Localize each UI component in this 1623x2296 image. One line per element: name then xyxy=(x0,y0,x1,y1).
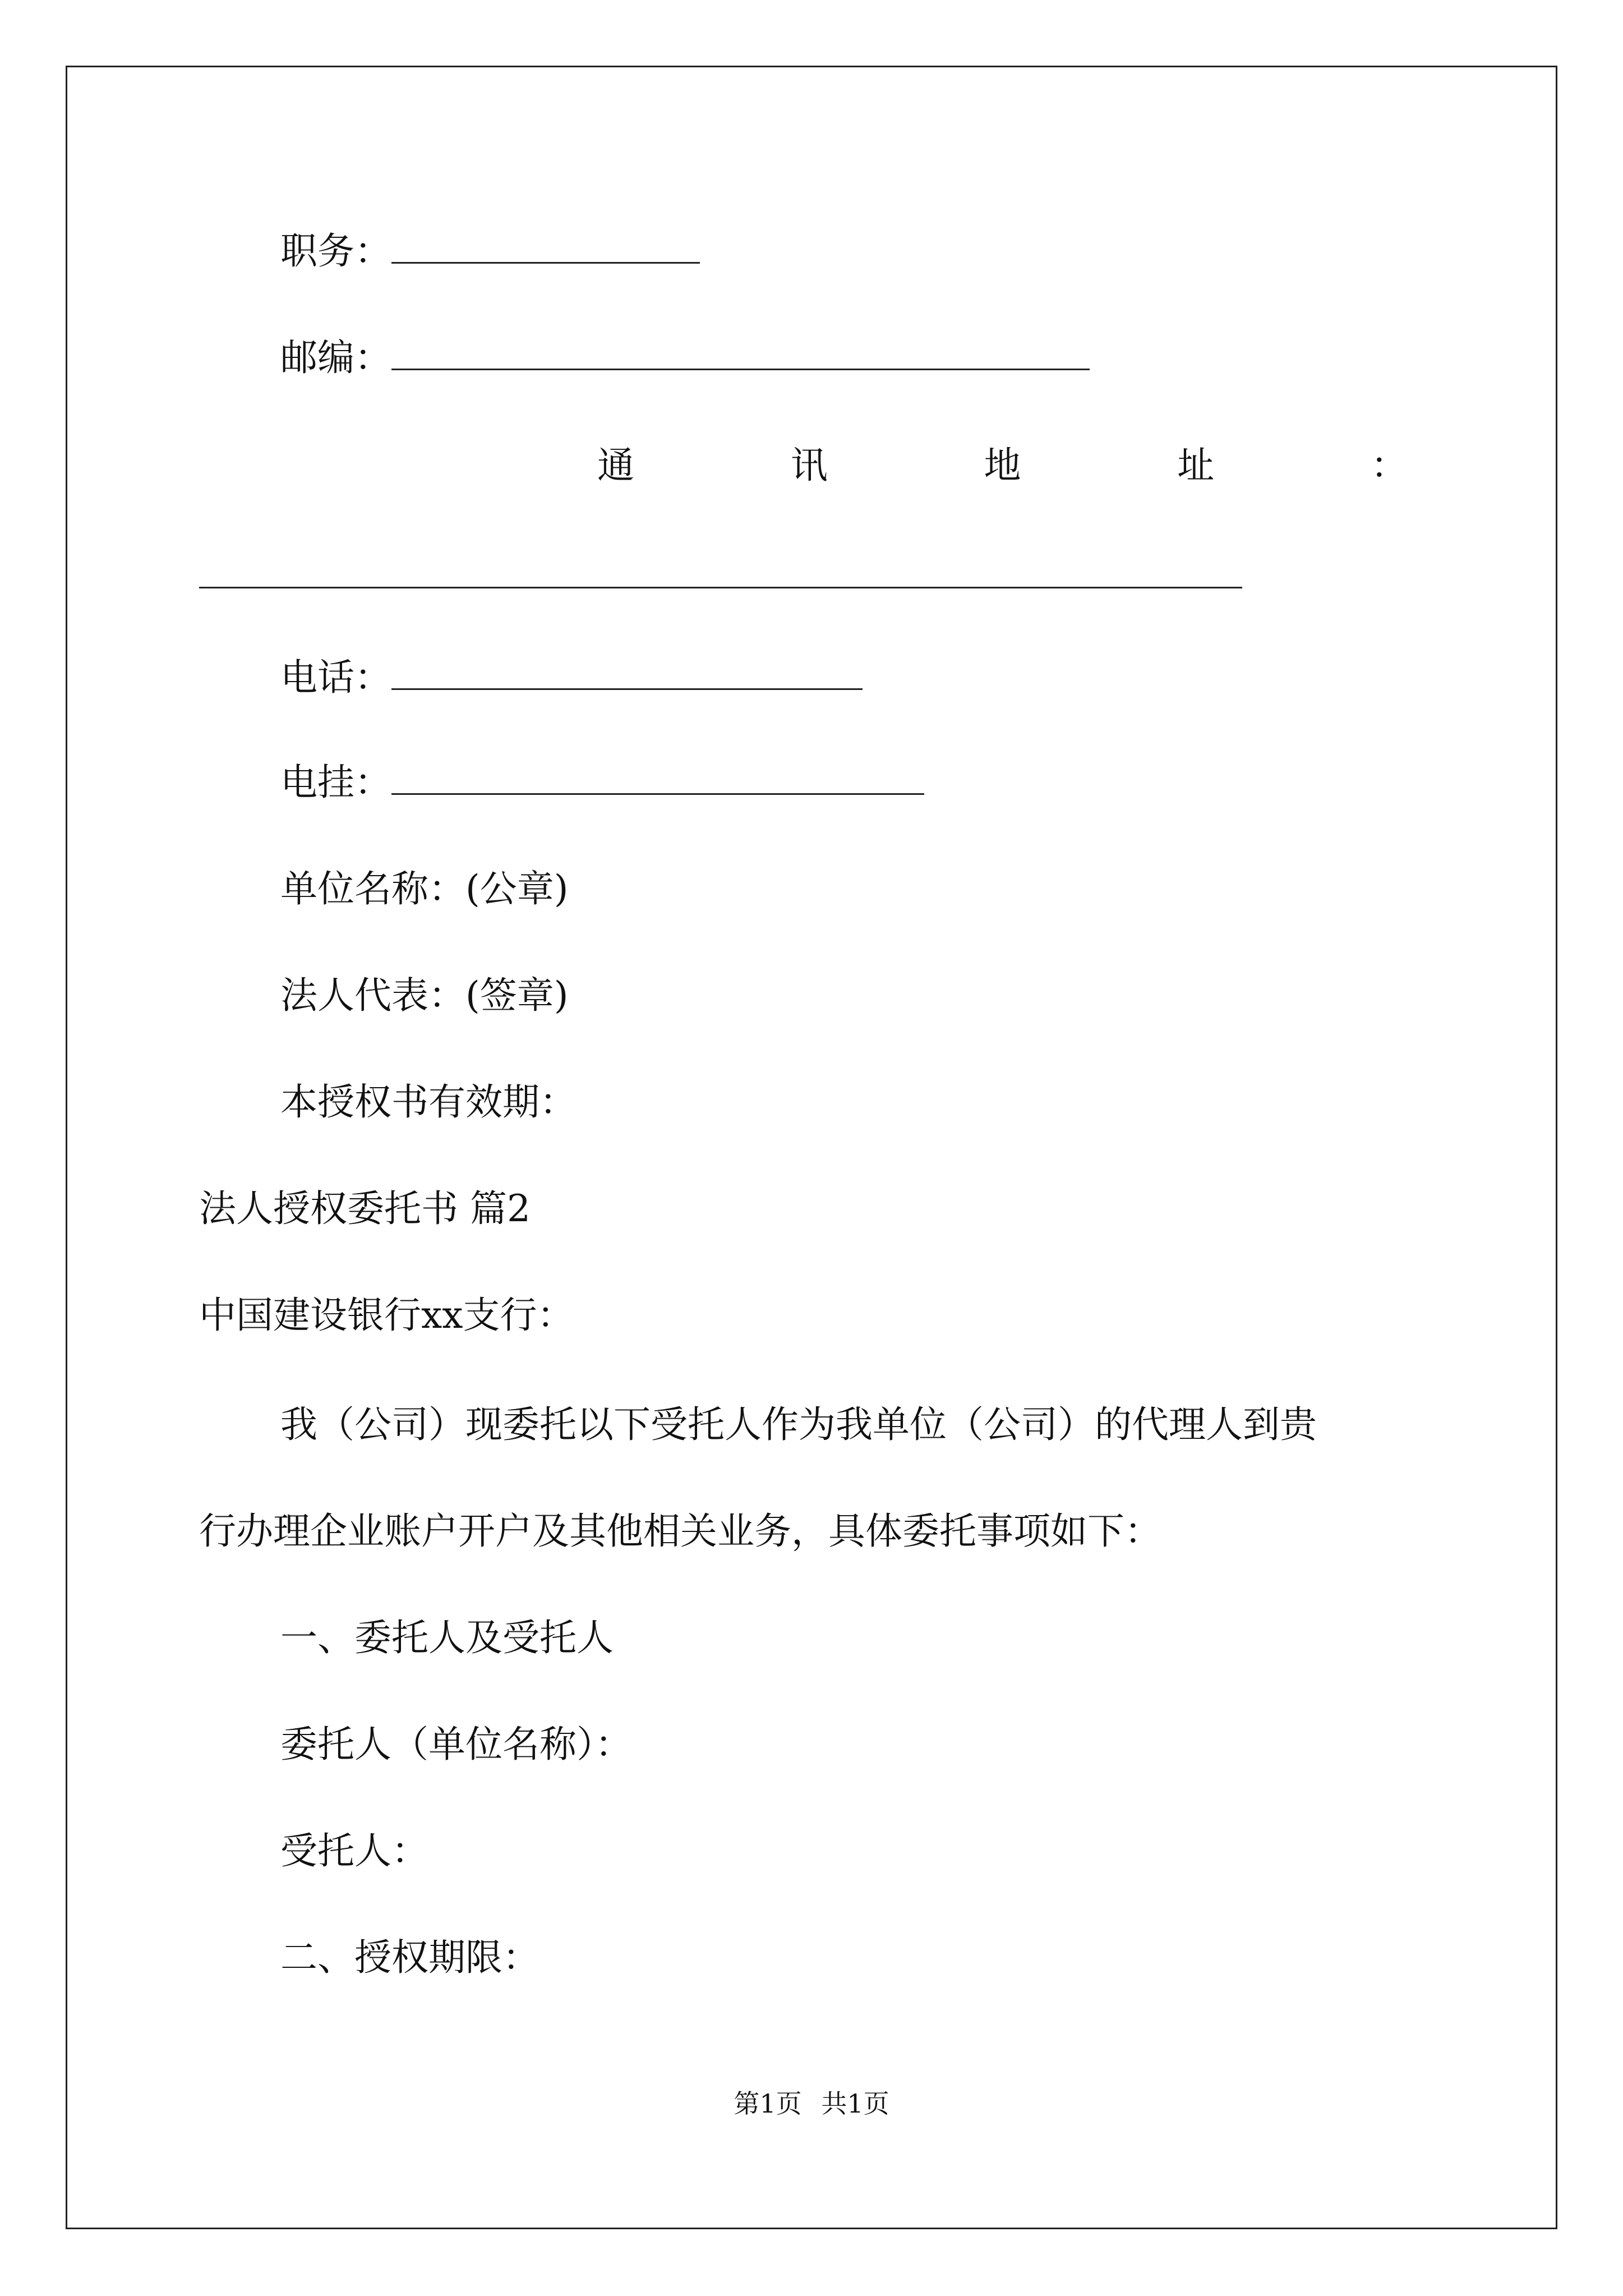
page-total: 共1页 xyxy=(821,2088,889,2119)
position-row xyxy=(280,229,700,274)
address-label xyxy=(597,443,1408,488)
fax-blank[interactable] xyxy=(391,762,924,795)
position-label: 职务： xyxy=(280,229,391,273)
address-char: ： xyxy=(1371,444,1408,487)
principal-row: 委托人（单位名称）： xyxy=(280,1723,632,1766)
page-number: 第1页 xyxy=(734,2088,802,2119)
section-title: 法人授权委托书 篇2 xyxy=(199,1187,531,1230)
phone-row xyxy=(280,655,863,700)
addressee: 中国建设银行xx支行： xyxy=(199,1294,574,1337)
legal-representative: 法人代表：(签章) xyxy=(280,974,569,1017)
address-blank[interactable] xyxy=(199,587,1242,588)
item-authorization-period: 二、授权期限： xyxy=(280,1936,540,1979)
fax-label: 电挂： xyxy=(280,761,391,804)
paragraph-line-2: 行办理企业账户开户及其他相关业务，具体委托事项如下： xyxy=(199,1510,1161,1553)
address-char: 讯 xyxy=(790,444,828,487)
agent-row: 受托人： xyxy=(280,1829,428,1872)
address-char: 通 xyxy=(597,444,634,487)
phone-label: 电话： xyxy=(280,656,391,699)
address-char: 地 xyxy=(984,444,1021,487)
paragraph-line-1: 我（公司）现委托以下受托人作为我单位（公司）的代理人到贵 xyxy=(280,1403,1317,1446)
validity-period: 本授权书有效期： xyxy=(280,1080,577,1124)
address-char: 址 xyxy=(1177,444,1215,487)
postcode-blank[interactable] xyxy=(391,337,1090,370)
item-principal-agent: 一、委托人及受托人 xyxy=(280,1616,614,1659)
unit-name: 单位名称：(公章) xyxy=(280,867,569,910)
fax-row xyxy=(280,760,924,805)
postcode-label: 邮编： xyxy=(280,336,391,379)
page-footer xyxy=(0,2087,1623,2120)
page-border xyxy=(66,66,1557,2229)
phone-blank[interactable] xyxy=(391,657,863,690)
postcode-row xyxy=(280,335,1090,380)
position-blank[interactable] xyxy=(391,231,700,264)
